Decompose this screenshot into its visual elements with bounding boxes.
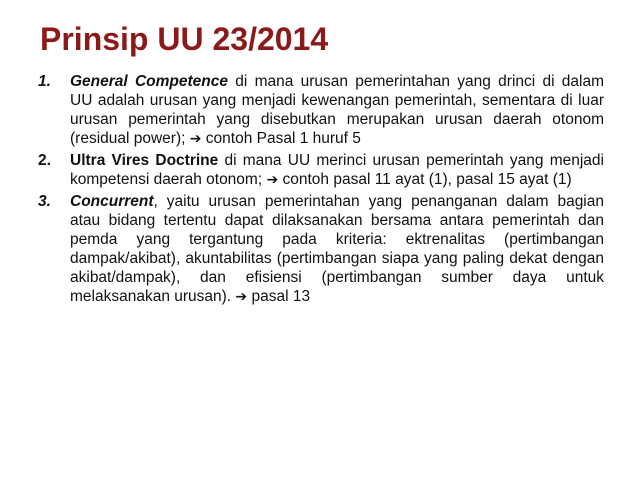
principle-reference: contoh Pasal 1 huruf 5 [201, 130, 361, 147]
list-number: 3. [38, 193, 51, 210]
right-arrow-icon: ➔ [235, 289, 248, 305]
list-number: 2. [38, 152, 51, 169]
right-arrow-icon: ➔ [189, 131, 202, 147]
principle-reference: contoh pasal 11 ayat (1), pasal 15 ayat (1) [278, 171, 572, 188]
principle-reference: pasal 13 [247, 288, 311, 305]
list-number: 1. [38, 73, 51, 90]
principles-list [38, 72, 604, 309]
list-item-concurrent [38, 192, 604, 307]
principle-description: di mana UU merinci urusan pemerintah yang menjadi kompetensi daerah otonom; [70, 152, 604, 188]
principle-term: Ultra Vires Doctrine [70, 152, 219, 169]
principle-description: , yaitu urusan pemerintahan yang penanganan dalam bagian atau bidang tertentu dapat dilaksanakan bersama antara pemerintah dan pemda yang tergantung pada kriteria: ektrenalitas (pertimbangan dampak/akibat), akuntabilitas (pertimbangan siapa yang paling dekat dengan akibat/dampak), dan efisiensi (pertimbangan sumber daya untuk melaksanakan urusan). [70, 193, 604, 305]
list-item-ultra-vires [38, 151, 604, 190]
principle-term: Concurrent [70, 193, 154, 210]
principle-term: General Competence [70, 73, 229, 90]
list-item-general-competence [38, 72, 604, 149]
slide-title: Prinsip UU 23/2014 [40, 21, 329, 57]
principle-description: di mana urusan pemerintahan yang drinci di dalam UU adalah urusan yang menjadi kewenangan pemerintah, sementara di luar urusan pemerintah yang disebutkan merupakan urusan daerah otonom (residual power); [70, 73, 604, 147]
right-arrow-icon: ➔ [266, 172, 279, 188]
